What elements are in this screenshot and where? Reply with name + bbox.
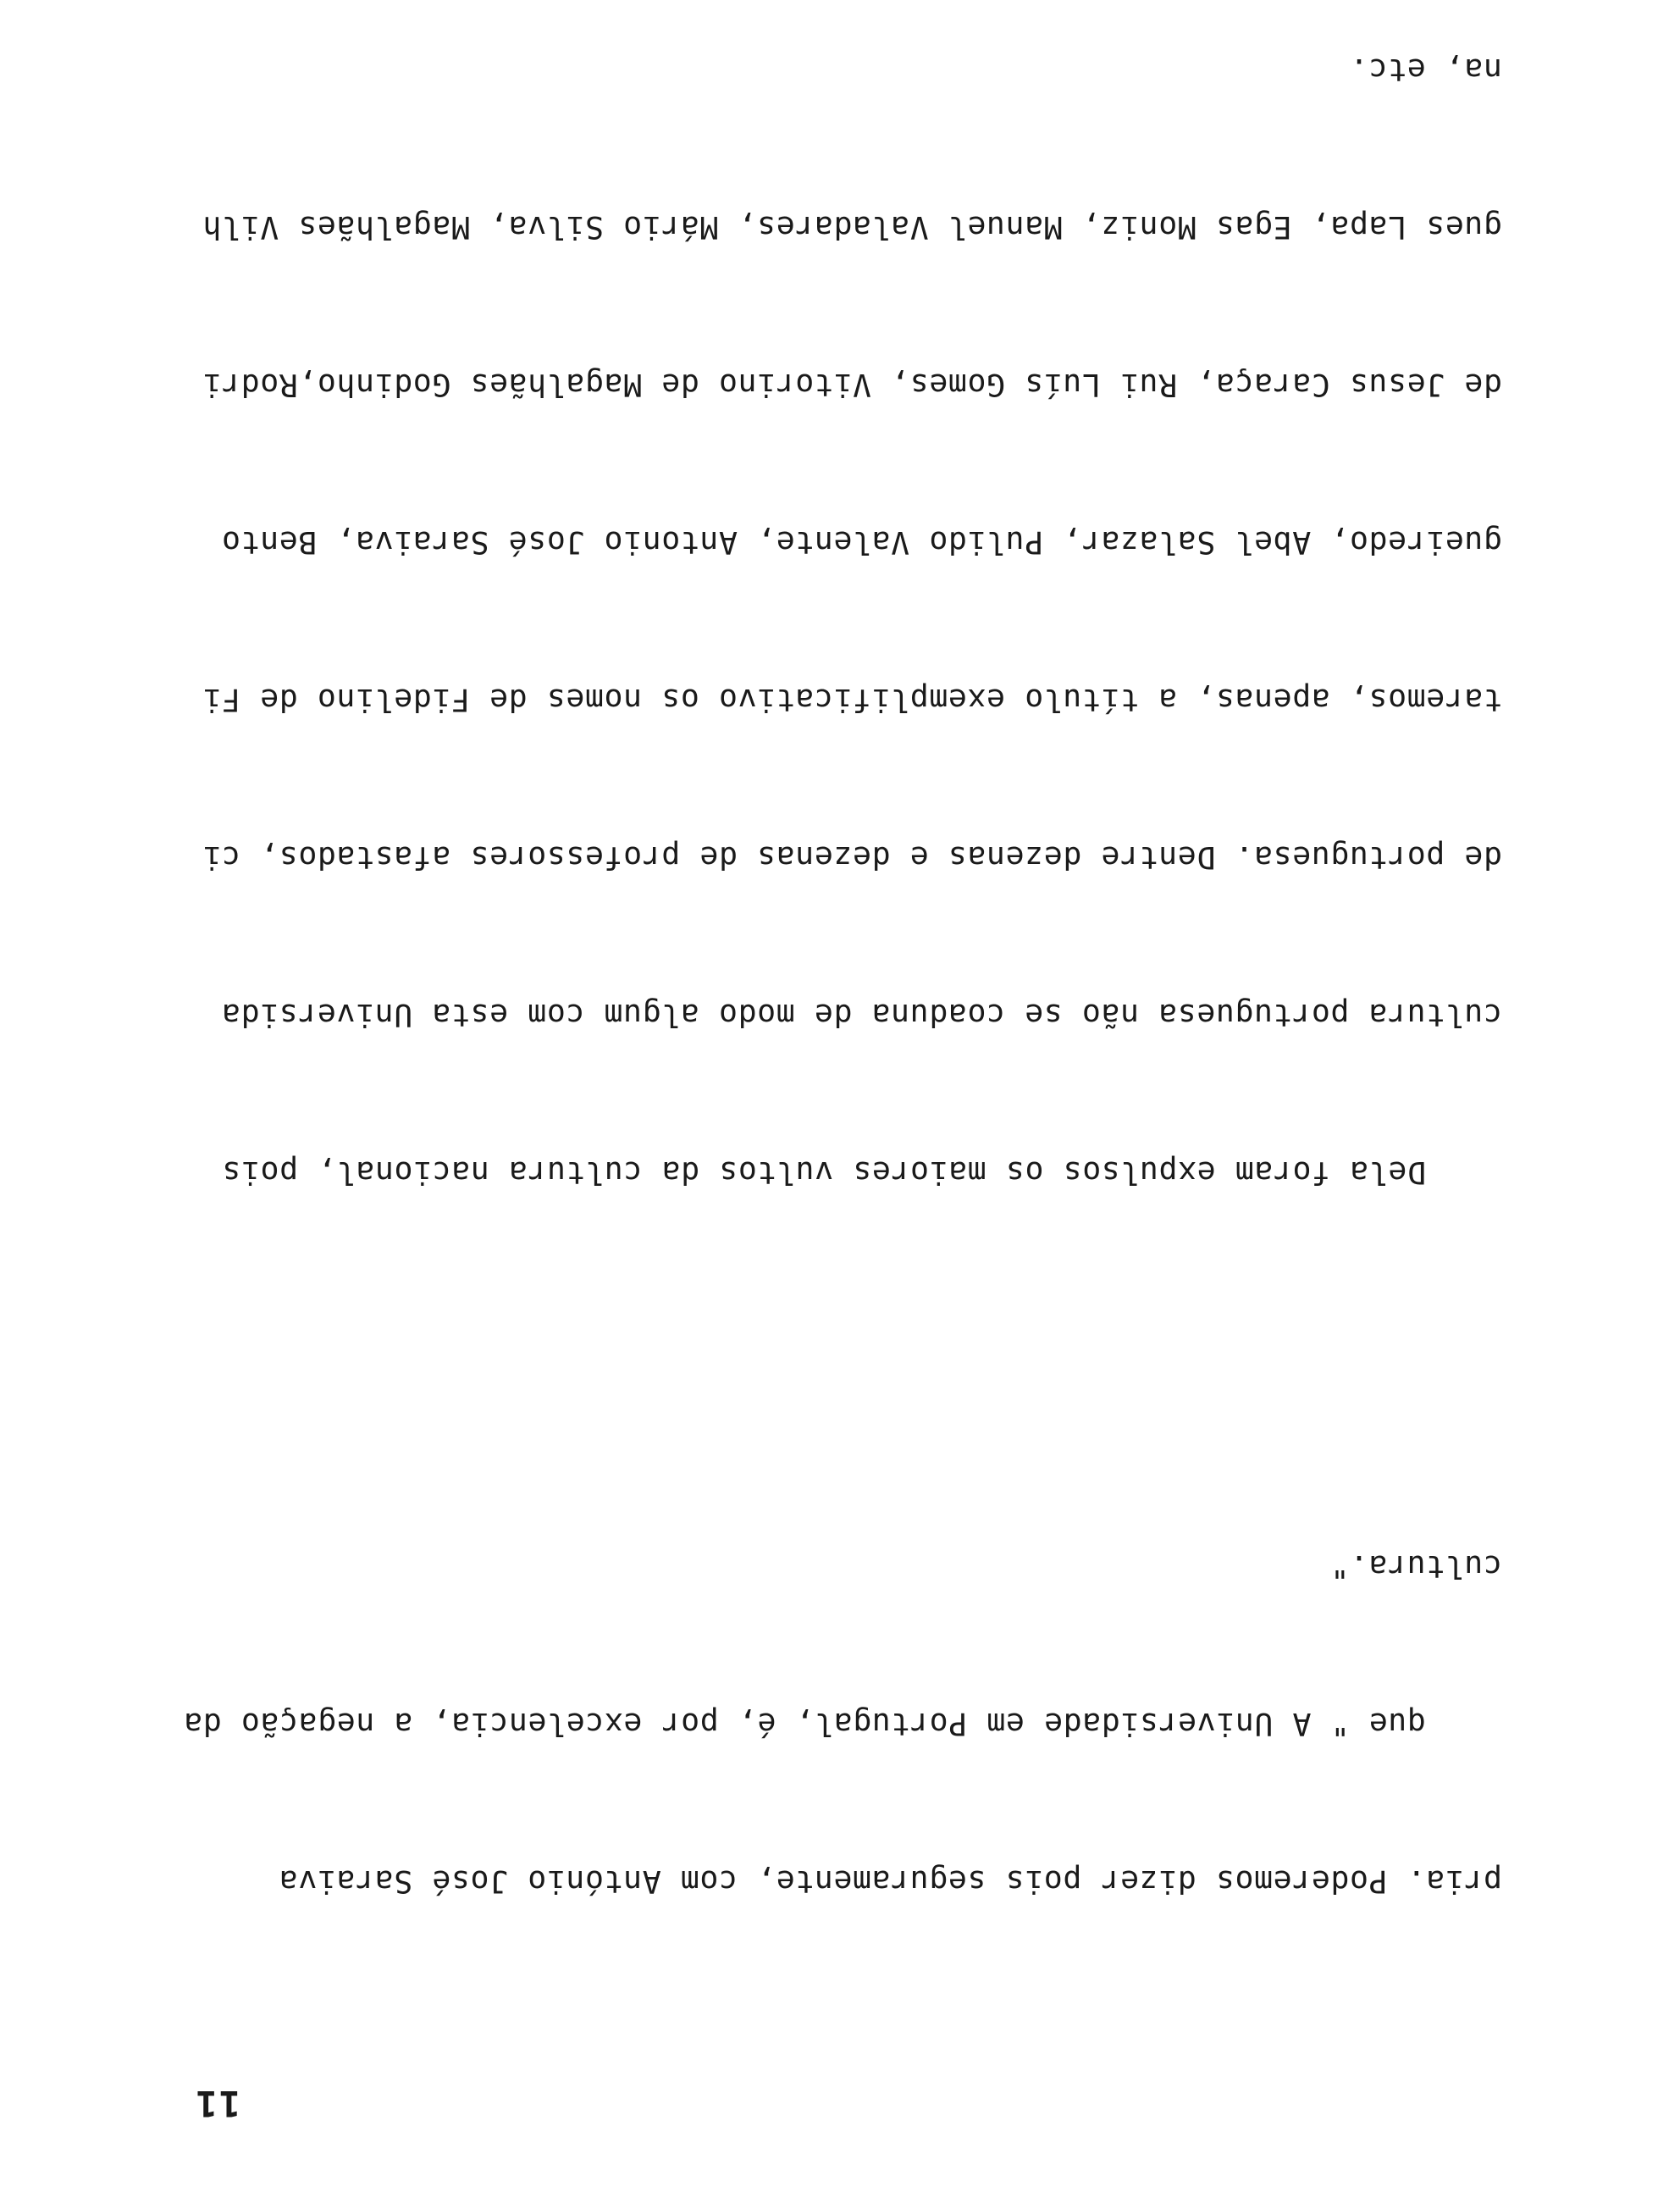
text-line: de Jesus Caraça, Rui Luís Gomes, Vitorino de Magalhães Godinho,Rodri xyxy=(202,367,1502,403)
text-line: Dela foram expulsos os maiores vultos da cultura nacional, pois xyxy=(221,1154,1426,1191)
text-line: gueiredo, Abel Salazar, Pulido Valente, Antonio José Saraiva, Bento xyxy=(221,524,1502,561)
text-line: taremos, apenas, a título exemplificativo os nomes de Fidelino de Fi xyxy=(202,682,1502,718)
text-line: gues Lapa, Egas Moniz, Manuel Valadares, Mário Silva, Magalhães Vilh xyxy=(202,209,1502,246)
text-line: de portuguesa. Dentre dezenas e dezenas de professores afastados, ci xyxy=(202,839,1502,876)
text-line: cultura portuguesa não se coaduna de modo algum com esta Universida xyxy=(221,997,1502,1033)
document-body xyxy=(147,0,1502,2065)
text-line: cultura." xyxy=(1329,1548,1502,1585)
text-line: na, etc. xyxy=(1349,52,1502,88)
text-line: que " A Universidade em Portugal, é, por excelencia, a negação da xyxy=(183,1706,1426,1742)
text-line: pria. Poderemos dizer pois seguramente, com António José Saraiva xyxy=(279,1863,1502,1900)
page-number: 11 xyxy=(194,2083,240,2124)
